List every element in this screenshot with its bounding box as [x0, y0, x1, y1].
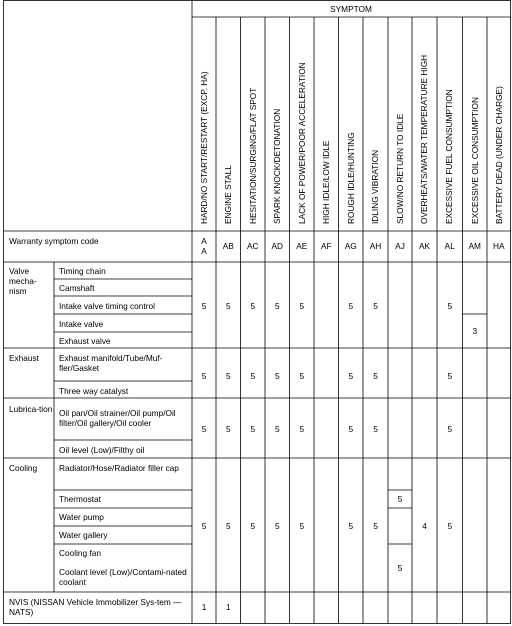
col-header-idling-vibration: IDLING VIBRATION	[370, 149, 380, 224]
cell-value: 5	[299, 371, 305, 381]
cell-value: 5	[274, 301, 280, 311]
cell-value: 5	[299, 301, 305, 311]
cell-value: 5	[348, 424, 354, 434]
cell-value: 5	[348, 301, 354, 311]
warranty-code: AK	[418, 241, 431, 251]
warranty-code: AJ	[395, 241, 405, 251]
group-label-cooling: Cooling	[9, 463, 38, 473]
col-header-hard-start: HARD/NO START/RESTART (EXCP. HA)	[199, 71, 209, 224]
col-header-oil-consumption: EXCESSIVE OIL CONSUMPTION	[470, 97, 480, 224]
cell-value: 5	[348, 371, 354, 381]
item-label: Coolant level (Low)/Contami-nated coolant	[59, 567, 187, 587]
cell-value: 5	[373, 301, 378, 311]
col-header-hesitation: HESITATION/SURGING/FLAT SPOT	[248, 87, 258, 224]
cell-value: 5	[201, 424, 207, 434]
cell-value: 5	[447, 424, 453, 434]
item-label: Thermostat	[59, 494, 101, 504]
item-label: Exhaust valve	[59, 336, 111, 346]
warranty-code: AC	[246, 241, 259, 251]
col-header-rough-idle: ROUGH IDLE/HUNTING	[346, 132, 356, 224]
cell-value: 5	[447, 521, 453, 531]
cell-value: 1	[225, 602, 231, 612]
col-header-overheats: OVERHEATS/WATER TEMPERATURE HIGH	[419, 54, 429, 224]
cell-value: 5	[373, 521, 378, 531]
col-header-fuel-consumption: EXCESSIVE FUEL CONSUMPTION	[444, 89, 454, 224]
item-label: Water gallery	[59, 530, 108, 540]
col-header-engine-stall: ENGINE STALL	[223, 165, 233, 224]
cell-value: 5	[250, 424, 256, 434]
col-header-battery-dead: BATTERY DEAD (UNDER CHARGE)	[494, 86, 504, 224]
cell-value: 5	[447, 371, 453, 381]
cell-value: 1	[201, 602, 207, 612]
warranty-code: AG	[344, 241, 357, 251]
warranty-code: AF	[320, 241, 332, 251]
cell-value: 5	[274, 424, 280, 434]
item-label: Cooling fan	[59, 548, 101, 558]
cell-value: 5	[225, 521, 231, 531]
cell-value: 5	[348, 521, 354, 531]
warranty-code: AH	[369, 241, 382, 251]
warranty-code-a-top: A	[201, 236, 207, 246]
warranty-code: HA	[492, 241, 505, 251]
item-label: Water pump	[59, 512, 104, 522]
cell-value: 5	[397, 494, 403, 504]
item-label: Exhaust manifold/Tube/Muf-fler/Gasket	[59, 353, 163, 373]
group-label-nvis: NVIS (NISSAN Vehicle Immobilizer Sys-tem — NATS)	[9, 597, 182, 617]
group-label-exhaust: Exhaust	[9, 353, 39, 363]
cell-value: 5	[201, 301, 207, 311]
item-label: Oil pan/Oil strainer/Oil pump/Oil filter/Oil gallery/Oil cooler	[59, 408, 176, 428]
cell-value: 5	[225, 301, 231, 311]
col-header-slow-return: SLOW/NO RETURN TO IDLE	[395, 113, 405, 224]
col-header-high-low-idle: HIGH IDLE/LOW IDLE	[321, 140, 331, 224]
item-label: Timing chain	[59, 266, 106, 276]
group-label-valve: Valve mecha-nism	[9, 266, 37, 296]
item-label: Intake valve	[59, 319, 104, 329]
cell-value: 5	[225, 371, 231, 381]
item-label: Intake valve timing control	[59, 301, 155, 311]
cell-value: 5	[397, 563, 403, 573]
warranty-label: Warranty symptom code	[9, 236, 99, 246]
symptom-title: SYMPTOM	[330, 4, 372, 14]
cell-value: 5	[274, 521, 280, 531]
item-label: Radiator/Hose/Radiator filler cap	[59, 463, 179, 473]
cell-value: 3	[472, 326, 478, 336]
warranty-code: AD	[271, 241, 284, 251]
warranty-code-a-bottom: A	[201, 246, 207, 256]
col-header-lack-power: LACK OF POWER/POOR ACCELERATION	[297, 62, 307, 224]
warranty-code: AE	[296, 241, 308, 251]
cell-value: 5	[373, 424, 378, 434]
cell-value: 5	[250, 301, 256, 311]
item-label: Three way catalyst	[59, 386, 129, 396]
cell-value: 5	[250, 521, 256, 531]
cell-value: 5	[447, 301, 453, 311]
cell-value: 5	[299, 521, 305, 531]
cell-value: 5	[274, 371, 280, 381]
cell-value: 5	[225, 424, 231, 434]
cell-value: 5	[201, 371, 207, 381]
item-label: Oil level (Low)/Filthy oil	[59, 445, 145, 455]
warranty-code: AL	[444, 241, 455, 251]
cell-value: 4	[422, 521, 427, 531]
cell-value: 5	[250, 371, 256, 381]
group-label-lubrication: Lubrica-tion	[9, 404, 53, 414]
warranty-code: AM	[468, 241, 481, 251]
col-header-spark-knock: SPARK KNOCK/DETONATION	[272, 108, 282, 224]
item-label: Camshaft	[59, 283, 95, 293]
warranty-code: AB	[222, 241, 234, 251]
cell-value: 5	[299, 424, 305, 434]
cell-value: 5	[373, 371, 378, 381]
cell-value: 5	[201, 521, 207, 531]
